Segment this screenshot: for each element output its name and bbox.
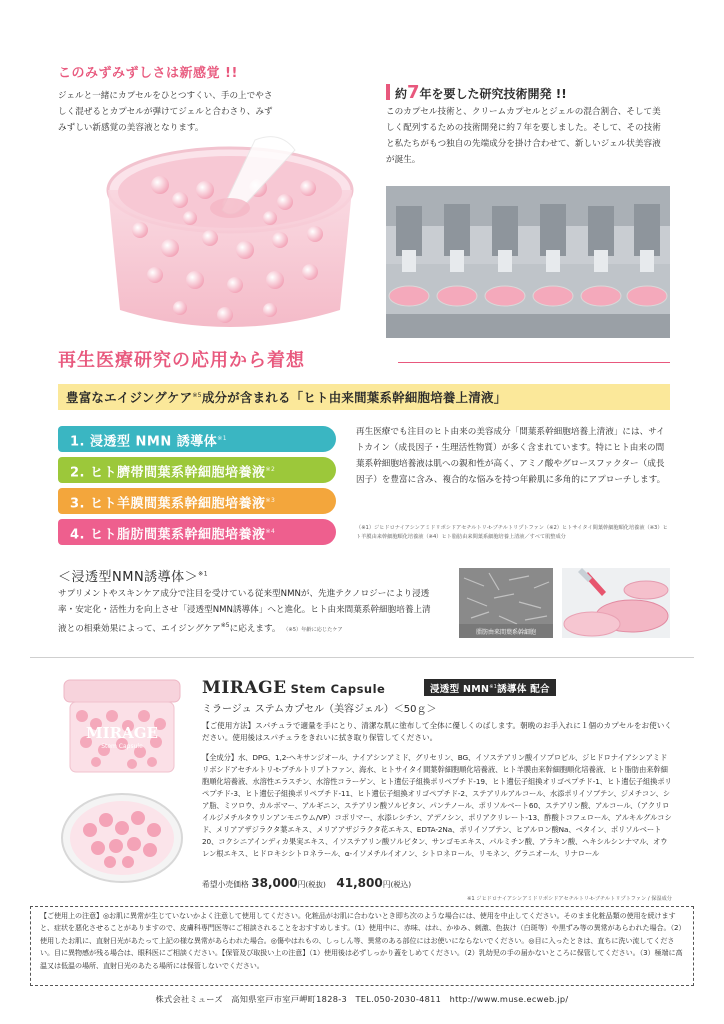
accent-bar xyxy=(386,84,390,100)
price-ex-tax: 38,000 xyxy=(251,876,298,890)
jar-logo-sub: Stem Capsule xyxy=(101,743,143,750)
photo-caption: 脂肪由来間葉系幹細胞 xyxy=(475,629,537,636)
ingredient-pill-2: 2. ヒト臍帯間葉系幹細胞培養液$^{※2}$ xyxy=(58,457,336,483)
research-years: 7 xyxy=(407,82,420,103)
nmn-text: サプリメントやスキンケア成分で注目を受けている従来型NMNが、先進テクノロジーにより浸透率・安定化・活性力を向上させ「浸透型NMN誘導体」へと進化。ヒト由来間葉系幹細胞培養上清液との相乗効果によって、エイジングケア$^{※5}$に応えます。 （※5）年齢に応じたケア xyxy=(58,589,431,634)
price-in-tax: 41,800 xyxy=(336,876,383,890)
research-text: このカプセル技術と、クリームカプセルとジェルの混合割合、そして美しく配列するための技術開発に約７年を要しました。そして、その技術と私たちがもつ独自の先端成分を掛け合わせて、新しいジェル状美容液が誕生。 xyxy=(386,107,661,165)
intro-headline: このみずみずしさは新感覚 !! xyxy=(58,66,238,81)
regen-description: 再生医療でも注目のヒト由来の美容成分「間葉系幹細胞培養上清液」には、サイトカイン（成長因子・生理活性物質）が多く含まれています。特にヒト由来の間葉系幹細胞培養液は肌への親和性が高く、アミノ酸やグロースファクター（成長因子）を豊富に含み、複合的な悩みを持つ年齢肌に多角的にアプローチします。 xyxy=(356,427,666,485)
stem-cell-microscope-photo xyxy=(459,568,553,638)
usage-instructions: 【ご使用方法】スパチュラで適量を手にとり、清潔な肌に塗布して全体に優しくのばします。朝晩のお手入れに１個のカプセルをお使いください。使用後はスパチュラをきれいに拭き取り保管してください。 xyxy=(202,721,672,742)
heading-rule xyxy=(398,362,670,363)
culture-dish-photo xyxy=(562,568,670,638)
ingredient-pill-1: 1. 浸透型 NMN 誘導体$^{※1}$ xyxy=(58,426,336,452)
ingredient-pill-3: 3. ヒト羊膜間葉系幹細胞培養液$^{※3}$ xyxy=(58,488,336,514)
section-divider xyxy=(30,657,694,658)
product-name: ミラージュ ステムカプセル（美容ジェル）＜50ｇ＞ xyxy=(202,704,437,715)
capsule-machine-photo xyxy=(386,186,670,338)
jar-logo-text: MIRAGE xyxy=(86,724,158,742)
ingredient-pill-4: 4. ヒト脂肪間葉系幹細胞培養液$^{※4}$ xyxy=(58,519,336,545)
brand-name: MIRAGE Stem Capsule xyxy=(202,678,386,698)
regen-heading: 再生医療研究の応用から着想 xyxy=(58,350,305,371)
product-jar-photo xyxy=(56,676,188,776)
company-footer: 株式会社ミューズ 高知県室戸市室戸岬町1828-3 TEL.050-2030-4811 http://www.muse.ecweb.jp/ xyxy=(155,994,569,1004)
ingredients-list: 【全成分】水、DPG、1,2-ヘキサンジオール、ナイアシンアミド、グリセリン、BG、イソステアリン酸イソプロピル、ジヒドロナイアシンアミドリボシドアセチルトリ-t-ブチルトリプトファン、海水、ヒトサイタイ間葉幹細胞順化培養液、ヒト羊膜由来幹細胞順化培養液、ヒト脂肪由来幹細胞順化培養液、水溶性エラスチン、水溶性コラーゲン、ヒト遺伝子組換ポリペプチド-19、ヒト遺伝子組換オリゴペプチド-1、ヒト遺伝子組換ポリペプチド-3、ヒト遺伝子組換ポリペプチド-11、ヒト遺伝子組換オリゴペプチド-2、ステアリルアルコール、水添ポリイソブテン、ジメチコン、シア脂、ミツロウ、カルボマー、アルギニン、ステアリン酸ソルビタン、パンテノール、ポリソルベート60、ステアリン酸、アルコール、（アクリロイルジメチルタウリンアンモニウム/VP）コポリマー、水添レシチン、アデノシン、ポリアクリレート-13、酢酸トコフェロール、アルキルグルコシド、メリアアザジラクタ葉エキス、メリアアザジラクタ花エキス、EDTA-2Na、ポリイソブテン、ヒアルロン酸Na、ベタイン、ポリソルベート20、コクシニアインディカ果実エキス、イソステアリン酸ソルビタン、サンゴモエキス、パルミチン酸、アラキン酸、ヘキシルシンナマル、オウレン根エキス、ヒドロキシシトロネラール、α-イソメチルイオノン、シトロネロール、リモネン、グラニオール、リナロール xyxy=(202,753,672,858)
intro-text: ジェルと一緒にカプセルをひとつすくい、手の上でやさしく混ぜるとカプセルが弾けてジェルと合わさり、みずみずしい新感覚の美容液となります。 xyxy=(58,91,273,133)
nmn-footnote: （※5）年齢に応じたケア xyxy=(283,626,343,633)
nmn-heading: ＜浸透型NMN誘導体＞$^{※1}$ xyxy=(58,570,209,585)
product-footnote: ※1 ジヒドロナイアシンアミドリボシドアセチルトリ-t-ブチルトリプトファン / 保湿成分 xyxy=(466,896,672,902)
jar-with-spatula-photo xyxy=(80,130,380,338)
price: 希望小売価格 38,000円(税抜) 41,800円(税込) xyxy=(202,876,412,890)
nmn-badge: 浸透型 NMN$^{※1}$誘導体 配合 xyxy=(424,679,556,696)
product-topview-photo xyxy=(58,790,186,886)
caution-text: 【ご使用上の注意】◎お肌に異常が生じていないかよく注意して使用してください。化粧品がお肌に合わないとき即ち次のような場合には、使用を中止してください。そのまま化粧品類の使用を続けますと、症状を悪化させることがありますので、皮膚科専門医等にご相談されることをおすすめします。（1）使用中に、赤味、はれ、かゆみ、刺激、色抜け（白斑等）や黒ずみ等の異常があらわれた場合。（2）使用したお肌に、直射日光があたって上記の様な異常があらわれた場合。◎傷やはれもの、しっしん等、異常のある部位にはお使いにならないでください。◎目に入ったときは、直ちに洗い流してください。目に異物感が残る場合は、眼科医にご相談ください。【保管及び取扱い上の注意】（1）使用後は必ずしっかり蓋をしめてください。（2）乳幼児の手の届かないところに保管してください。（3）極端に高温又は低温の場所、直射日光のあたる場所には保管しないでください。 xyxy=(40,911,686,970)
research-headline: 約7年を要した研究技術開発 !! xyxy=(386,82,567,103)
regen-footnote: （※1）ジヒドロナイアシンアミドリボシドアセチルトリ-t-ブチルトリプトファン（※2）ヒトサイタイ間葉幹細胞順化培養液（※3）ヒト羊膜由来幹細胞順化培養液（※4）ヒト脂肪由来間葉系細胞培養上清液／すべて肌整成分 xyxy=(356,525,668,540)
band-text: 豊富なエイジングケア$^{※5}$成分が含まれる「ヒト由来間葉系幹細胞培養上清液」 xyxy=(66,390,507,405)
